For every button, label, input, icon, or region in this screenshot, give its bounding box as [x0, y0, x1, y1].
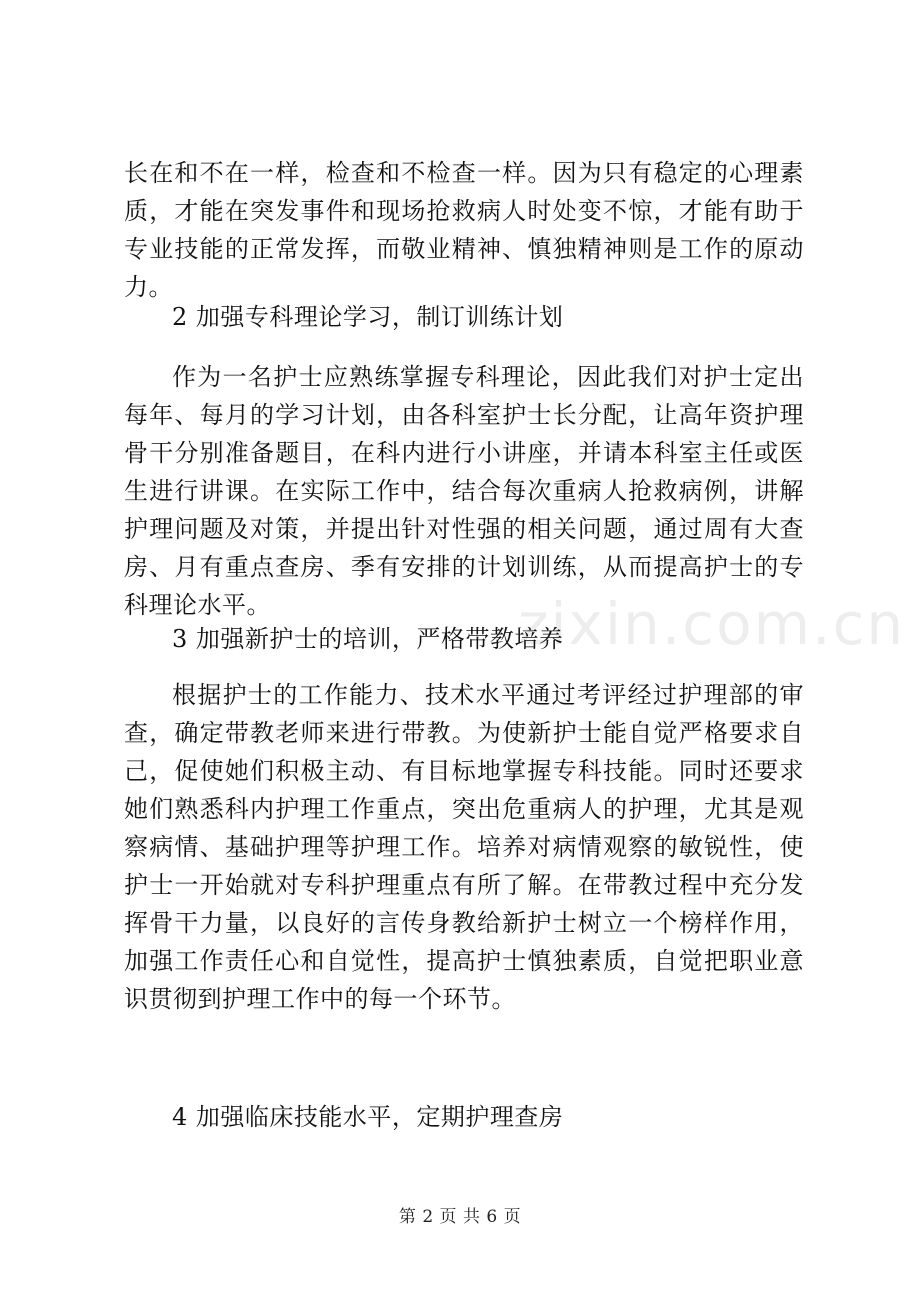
watermark: zixin.com.cn [518, 590, 906, 658]
section-heading-3: 3 加强新护士的培训，严格带教培养 [172, 625, 564, 653]
section-heading-4: 4 加强临床技能水平，定期护理查房 [172, 1103, 564, 1131]
paragraph-2: 作为一名护士应熟练掌握专科理论，因此我们对护士定出每年、每月的学习计划，由各科室护士长分配，让高年资护理骨干分别准备题目，在科内进行小讲座，并请本科室主任或医生进行讲课。在实际工作中，结合每次重病人抢救病例，讲解护理问题及对策，并提出针对性强的相关问题，通过周有大查房、月有重点查房、季有安排的计划训练，从而提高护士的专科理论水平。 [124, 363, 804, 619]
page-footer: 第 2 页 共 6 页 [398, 1207, 522, 1227]
section-heading-2: 2 加强专科理论学习，制订训练计划 [172, 303, 564, 331]
paragraph-3: 根据护士的工作能力、技术水平通过考评经过护理部的审查，确定带教老师来进行带教。为使新护士能自觉严格要求自己，促使她们积极主动、有目标地掌握专科技能。同时还要求她们熟悉科内护理工作重点，突出危重病人的护理，尤其是观察病情、基础护理等护理工作。培养对病情观察的敏锐性，使护士一开始就对专科护理重点有所了解。在带教过程中充分发挥骨干力量，以良好的言传身教给新护士树立一个榜样作用，加强工作责任心和自觉性，提高护士慎独素质，自觉把职业意识贯彻到护理工作中的每一个环节。 [124, 681, 804, 1013]
paragraph-1: 长在和不在一样，检查和不检查一样。因为只有稳定的心理素质，才能在突发事件和现场抢救病人时处变不惊，才能有助于专业技能的正常发挥，而敬业精神、慎独精神则是工作的原动力。 [124, 159, 804, 301]
